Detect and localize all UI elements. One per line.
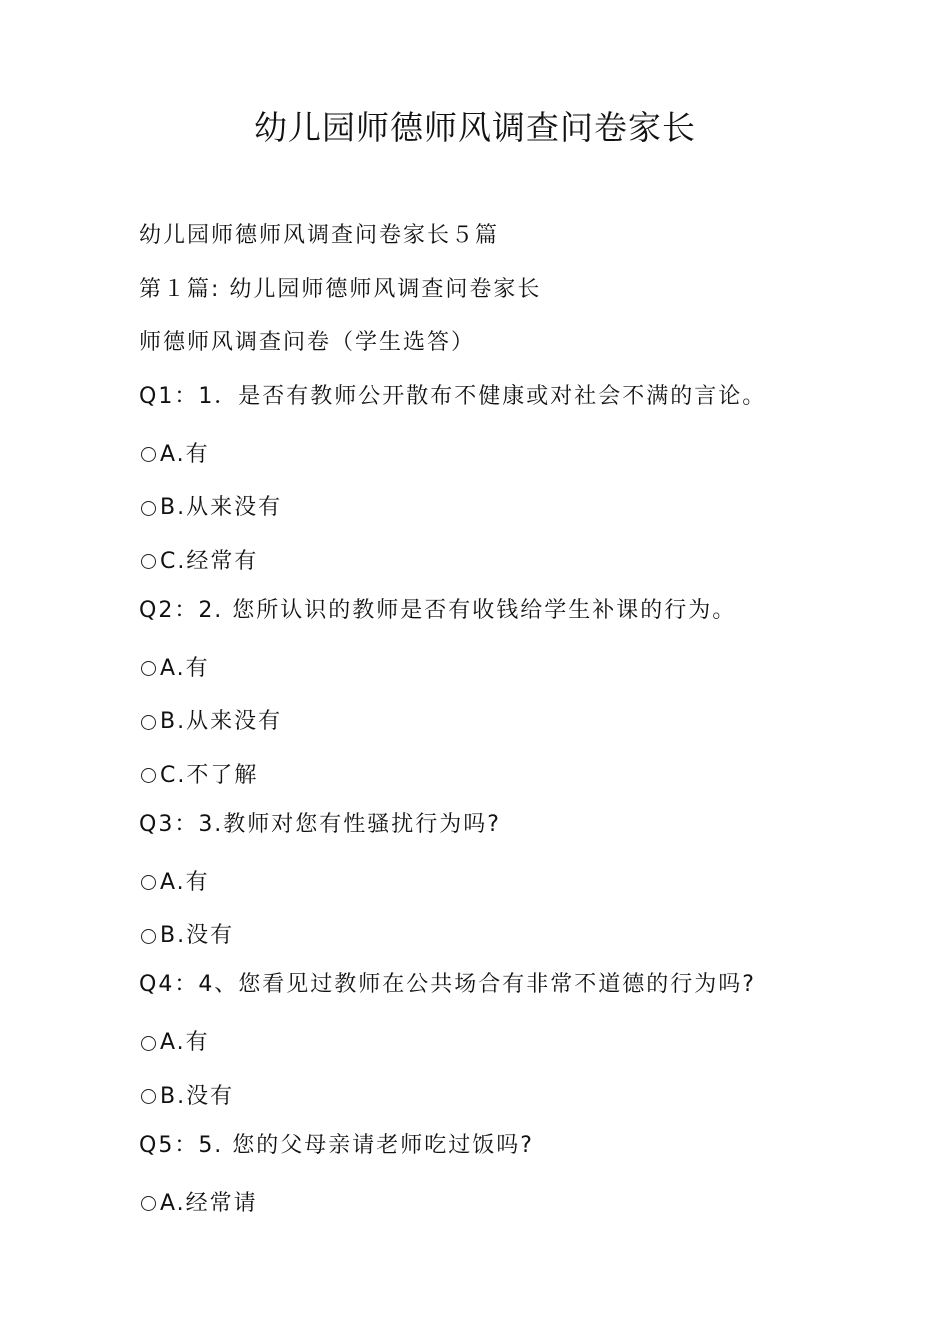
question-text: Q3：3.教师对您有性骚扰行为吗? [139,811,501,837]
question-text: Q5：5. 您的父母亲请老师吃过饭吗? [139,1132,534,1158]
radio-circle-icon[interactable] [141,768,156,783]
question-text: Q2：2. 您所认识的教师是否有收钱给学生补课的行为。 [139,597,737,623]
radio-option[interactable] [139,910,899,964]
radio-option[interactable] [139,1070,899,1124]
survey-title: 师德师风调查问卷（学生选答） [139,330,476,355]
radio-option[interactable] [139,428,899,482]
document-subtitle: 幼儿园师德师风调查问卷家长５篇 [139,223,500,248]
radio-circle-icon[interactable] [141,875,156,890]
option-label: A.有 [160,655,210,681]
radio-option[interactable] [139,1177,899,1231]
option-label: B.从来没有 [160,709,283,735]
radio-circle-icon[interactable] [141,501,156,516]
option-label: A.有 [160,869,210,895]
question-text: Q4：4、您看见过教师在公共场合有非常不道德的行为吗? [139,972,756,997]
option-label: C.经常有 [160,548,259,574]
radio-circle-icon[interactable] [141,715,156,730]
radio-option[interactable] [139,696,899,750]
radio-circle-icon[interactable] [141,1196,156,1211]
radio-circle-icon[interactable] [141,929,156,944]
option-label: B.没有 [160,923,235,949]
radio-option[interactable] [139,749,899,803]
radio-option[interactable] [139,1017,899,1071]
radio-option[interactable] [139,535,899,589]
option-label: B.没有 [160,1083,235,1109]
radio-option[interactable] [139,642,899,696]
radio-circle-icon[interactable] [141,661,156,676]
radio-option[interactable] [139,856,899,910]
document-title: 幼儿园师德师风调查问卷家长 [254,108,696,147]
radio-circle-icon[interactable] [141,554,156,569]
radio-option[interactable] [139,482,899,536]
option-label: B.从来没有 [160,495,283,521]
option-label: A.有 [160,1030,210,1056]
document-body [139,214,899,1231]
radio-circle-icon[interactable] [141,1036,156,1051]
option-label: A.经常请 [160,1190,258,1216]
section-heading: 第１篇: 幼儿园师德师风调查问卷家长 [139,276,542,302]
option-label: A.有 [160,441,210,467]
radio-circle-icon[interactable] [141,1089,156,1104]
radio-circle-icon[interactable] [141,447,156,462]
question-text: Q1：1．是否有教师公开散布不健康或对社会不满的言论。 [139,383,767,409]
option-label: C.不了解 [160,762,259,788]
